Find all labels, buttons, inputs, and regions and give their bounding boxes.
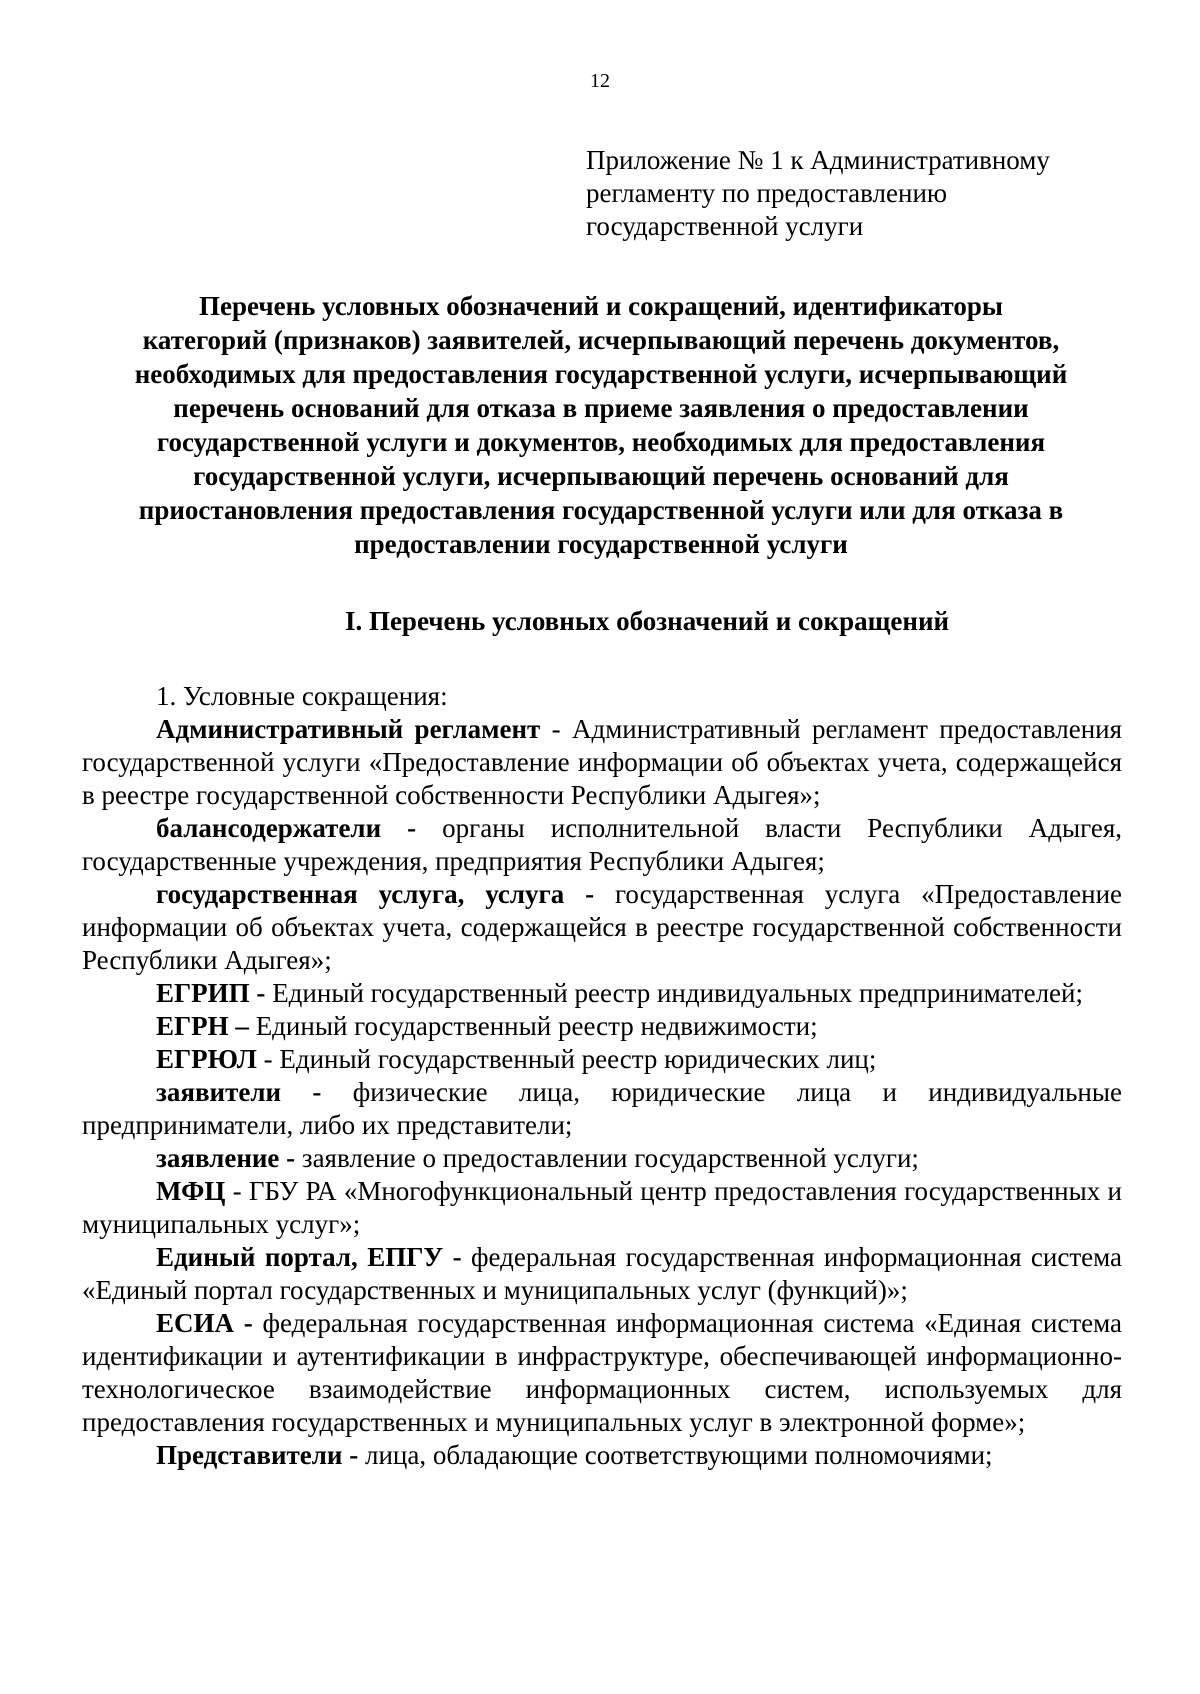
definition-term: ЕГРИП - bbox=[156, 978, 266, 1008]
title-line: предоставлении государственной услуги bbox=[354, 529, 848, 559]
definition-item bbox=[82, 1142, 1122, 1175]
definition-text: - ГБУ РА «Многофункциональный центр предоставления государственных и муниципальных услуг»; bbox=[82, 1176, 1122, 1239]
definition-item bbox=[82, 812, 1122, 878]
definition-text: федеральная государственная информационная система «Единая система идентификации и аутентификации в инфраструктуре, обеспечивающей информационно-технологическое взаимодействие информационных систем, используемых для предоставления государственных и муниципальных услуг в электронной форме»; bbox=[82, 1308, 1122, 1437]
definition-text: Единый государственный реестр индивидуальных предпринимателей; bbox=[265, 978, 1083, 1008]
definition-item bbox=[82, 713, 1122, 812]
title-line: приостановления предоставления государственной услуги или для отказа в bbox=[138, 495, 1064, 525]
title-line: Перечень условных обозначений и сокращений, идентификаторы bbox=[199, 291, 1003, 321]
annex-line: государственной услуги bbox=[586, 211, 864, 241]
definition-text: федеральная государственная информационная система «Единый портал государственных и муниципальных услуг (функций)»; bbox=[82, 1242, 1123, 1305]
annex-reference bbox=[586, 144, 1146, 243]
title-line: государственной услуги, исчерпывающий перечень оснований для bbox=[193, 461, 1009, 491]
definition-text: лица, обладающие соответствующими полномочиями; bbox=[358, 1440, 993, 1470]
document-title bbox=[80, 289, 1122, 561]
definition-item bbox=[82, 1076, 1122, 1142]
annex-line: регламенту по предоставлению bbox=[586, 178, 948, 208]
definition-term: государственная услуга, услуга - bbox=[156, 879, 595, 909]
subsection-heading: 1. Условные сокращения: bbox=[156, 681, 448, 711]
definition-term: ЕГРЮЛ bbox=[156, 1044, 257, 1074]
definition-item bbox=[82, 977, 1122, 1010]
definition-term: Представители - bbox=[156, 1440, 359, 1470]
definition-text: заявление о предоставлении государственной услуги; bbox=[295, 1143, 919, 1173]
page-number: 12 bbox=[590, 70, 610, 92]
definition-text: государственная услуга «Предоставление информации об объектах учета, содержащейся в реестре государственной собственности Республики Адыгея»; bbox=[82, 879, 1123, 975]
section-title: I. Перечень условных обозначений и сокращений bbox=[344, 606, 950, 636]
title-line: перечень оснований для отказа в приеме заявления о предоставлении bbox=[173, 393, 1029, 423]
annex-line: Приложение № 1 к Административному bbox=[586, 145, 1050, 175]
definition-item bbox=[82, 1175, 1122, 1241]
definition-item bbox=[82, 1043, 1122, 1076]
definition-text: - Административный регламент предоставления государственной услуги «Предоставление информации об объектах учета, содержащейся в реестре государственной собственности Республики Адыгея»; bbox=[82, 714, 1123, 810]
definition-term: заявители - bbox=[156, 1077, 322, 1107]
definition-item bbox=[82, 1307, 1122, 1439]
definition-item bbox=[82, 1439, 1122, 1472]
title-line: государственной услуги и документов, необходимых для предоставления bbox=[156, 427, 1046, 457]
definition-term: балансодержатели - bbox=[156, 813, 417, 843]
definition-term: ЕГРН – bbox=[156, 1011, 249, 1041]
definition-term: Единый портал, ЕПГУ - bbox=[156, 1242, 462, 1272]
definition-term: Административный регламент bbox=[156, 714, 541, 744]
definition-item bbox=[82, 878, 1122, 977]
definition-text: Единый государственный реестр недвижимости; bbox=[248, 1011, 818, 1041]
title-line: категорий (признаков) заявителей, исчерпывающий перечень документов, bbox=[142, 325, 1060, 355]
definition-text: органы исполнительной власти Республики Адыгея, государственные учреждения, предприятия Республики Адыгея; bbox=[82, 813, 1122, 876]
definition-text: - Единый государственный реестр юридических лиц; bbox=[256, 1044, 877, 1074]
definition-item bbox=[82, 1241, 1122, 1307]
definitions-body bbox=[82, 680, 1122, 1472]
definition-text: физические лица, юридические лица и индивидуальные предприниматели, либо их представители; bbox=[82, 1077, 1123, 1140]
definition-term: ЕСИА - bbox=[156, 1308, 253, 1338]
definition-term: МФЦ bbox=[156, 1176, 226, 1206]
definition-item bbox=[82, 1010, 1122, 1043]
title-line: необходимых для предоставления государственной услуги, исчерпывающий bbox=[134, 359, 1068, 389]
definition-term: заявление - bbox=[156, 1143, 296, 1173]
